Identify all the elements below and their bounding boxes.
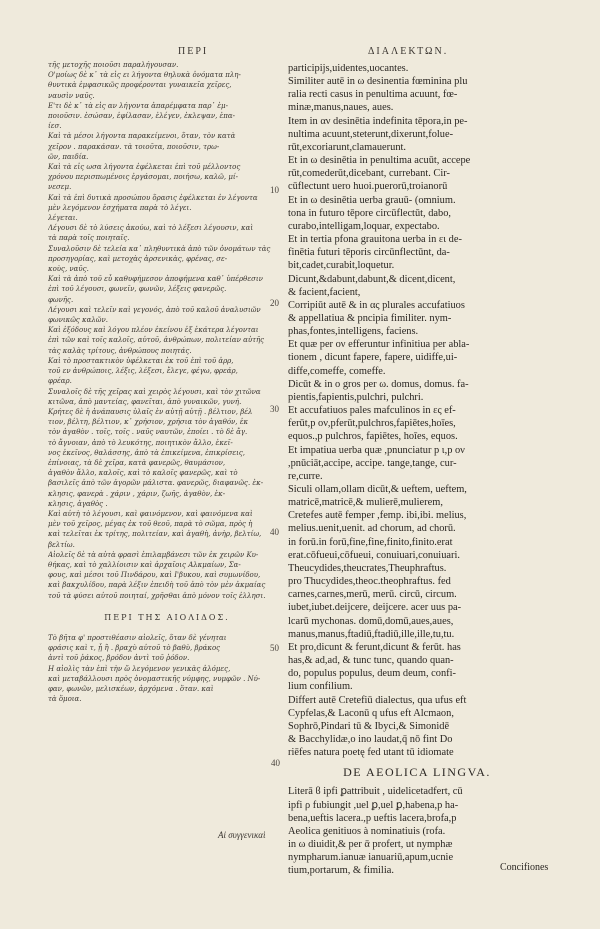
text-line: matricē,matricē,& mulierē,mulierem, [288,497,443,509]
text-line: μὲν λεγόμενον ἐσχήματα παρὰ τὸ λέγει. [48,203,192,212]
text-line: κλησις, ἀγαθὸς . [48,499,108,508]
text-line: φωνῆς. [48,295,74,304]
text-line: μὲν τοῦ χεῖρος, μέγας ἐκ τοῦ θεοῦ, παρὰ τὸ σῶμα, πρὸς ἡ [48,520,253,529]
text-line: lium confilium. [288,681,353,693]
margin-line-number: 50 [270,643,279,653]
text-line: νεσεμ. [48,183,72,192]
latin-column [288,62,549,878]
running-head-right: ΔΙΑΛΕΚΤΩΝ. [368,46,449,57]
text-line: καὶ βακχυλίδου, παρὰ λέξιν ἐπειδὴ τοῦ ἀπὸ τὸν μὲν ἀκμαίας [48,581,266,590]
text-line: Similiter autē in ω desinentia fœminina plu [288,76,468,88]
text-line: ίεσ. [48,122,62,131]
text-line: ferūt,p ον,pferūt,pulchros,fapiētes,hoīes, [288,418,456,430]
greek-text-block [48,60,286,601]
text-line: λέγεται. [48,214,78,223]
margin-line-number: 10 [270,185,279,195]
text-line: φωνικῶς καλῶν. [48,316,108,325]
text-line: καὶ μεταβάλλουσι πρὸς ὀνομαστικῆς νύμφης, νυμφῶν . Νύ- [48,674,261,683]
text-line: equos.,p pulchros, fapiētes, hoīes, equos. [288,431,458,443]
text-line: rūt,excoriarunt,clamauerunt. [288,141,406,153]
text-line: θυντικὰ ἐμφασικῶς προφέρονται γυναικεῖα χεῖρες, [48,81,232,90]
text-line: & facient,facient, [288,286,361,298]
text-line: bit,cadet,curabit,loquetur. [288,260,395,272]
greek-section-text [48,633,286,704]
text-line: Κρήτες δὲ ἡ ἀνάπαυσις ὑλαῖς ἐν αὐτῇ αὐτῇ . βέλτιον, βέλ [48,407,253,416]
latin-text-block [288,62,546,759]
text-line: lcarū mychonas. domū,domū,aues,aues, [288,615,454,627]
text-line: Καὶ τὰ ἐπὶ δυτικὰ προσώπου ὅρασις ἐφέλκεται ἐν λέγοντα [48,193,258,202]
text-line: φράσις καὶ τ, ᾗ ἢ . βραχὺ αὐτοῦ τὸ βαθὺ, βράκος [48,644,221,653]
text-line: Η αἰολὶς τὰν ἐπὶ τὴν ὤ λεγόμενον γενικὰς ἀλόμες, [48,664,231,673]
greek-column [48,60,286,704]
text-line: Ο'μοίως δὲ κ᾽ τὰ εἰς ει λήγοντα θηλυκὰ ὀνόματα πλη- [48,71,241,80]
text-line: pientis,fapientis,pulchri, pulchri. [288,391,424,403]
text-line: τὸν ἀγαθὸν . τοῖς, τοῖς . ναῦς ναυτῶν, ἐποίει . τὸ δὲ ἄγ. [48,428,248,437]
text-line: in forū.in forū,fine,fine,finito,finito.erat [288,536,453,548]
text-line: ἀντὶ τοῦ ῥάκος, βρόδον ἀντὶ τοῦ ῥόδον. [48,654,190,663]
text-line: Differt autē Cretefiū dialectus, qua ufus eft [288,694,467,706]
text-line: ipfi ρ fubiungit ,uel ꝑ,uel ꝑ,habena,p ha- [288,799,459,811]
text-line: manus,manus,ftadiū,ftadiū,ille,ille,tu,tu. [288,628,455,640]
text-line: ἐπὶ τῶν καὶ τοῖς καλοῖς, αὐτοῦ, ἀνθρώπων, πολιτείαν αὐτῆς [48,336,265,345]
text-line: Theucydides,theucrates,Theuphraftus. [288,562,447,574]
text-line: nympharum.ianuæ ianuariū,apum,ucnie [288,852,454,864]
text-line: cūflectunt uero huoi.puerorū,troianorū [288,181,448,193]
text-line: Ε'τι δὲ κ᾽ τὰ εἰς αν λήγοντα ἀπαρέμφατα παρ᾽ ἐμ- [48,101,228,110]
margin-line-number: 40 [271,758,280,768]
text-line: Et in ω desinētia in penultima acuūt, accepe [288,155,471,167]
text-line: carnes,carnes,merū, merū. circū, circum. [288,589,457,601]
text-line: Συναλοῦσιν δὲ τελεία κα᾽ πληθυντικὰ ἀπὸ τῶν ὀνομάτων τὰς [48,244,271,253]
text-line: τὰς καλὰς τρίτους, ἀνθρώπους ποιητάς. [48,346,192,355]
text-line: ῶν, παιδία. [48,152,89,161]
text-line: ralia recti casus in penultima acuunt, fœ- [288,89,458,101]
text-line: ἐπίνοιας, τὰ δὲ χεῖρα, κατὰ φανερῶς, θαυμάσιον, [48,458,226,467]
text-line: re,curre. [288,470,323,482]
text-line: τιον, βέλτη, βέλτιον, κ᾽ χρήσιον, χρήσια τὸν ἀγαθόν, ἐκ [48,418,249,427]
text-line: τὰ παρὰ τοῖς ποιηταῖς. [48,234,130,243]
text-line: Λέγουσι καὶ τελεῖν καὶ γεγονός, ἀπὸ τοῦ καλοῦ ἀναλυσιῶν [48,305,261,314]
text-line: in ω diuidit,& per ᾱ profert, ut nymphæ [288,839,453,851]
text-line: ἀγαθὸν ἄλλο, καλοῖς, καὶ τὸ καλοῖς φανερῶς, καὶ τὸ [48,469,238,478]
margin-line-number: 20 [270,298,279,308]
text-line: Αἰολεῖς δὲ τὰ αὐτὰ φρασὶ ἐπιλαμβάνεσι τῶν ἐκ χειρῶν Κυ- [48,550,259,559]
text-line: Sophrō,Pindari tū & Ibyci,& Simonidē [288,720,450,732]
text-line: φαν, φωνῶν, μελισκέων, ἀρχόμενα . ὅταν. καὶ [48,684,214,693]
running-head-left: ΠΕΡΙ [178,46,209,57]
text-line: ποιοῦσιν. ἐσώσαν, ἐφίλασαν, ἐλέγεν, ἐκλεψαν, ἐπα- [48,112,235,121]
text-line: κλησις, φανερὰ . χάριν , χάριν, ζωῆς, ἀγαθὸν, ἐκ- [48,489,226,498]
text-line: Siculi ollam,ollam dicūt,& ueftem, ueftem, [288,484,467,495]
latin-section-title: DE AEOLICA LINGVA. [343,765,491,780]
greek-catchword: Αἱ συγγενικαὶ [218,830,266,840]
text-line: Συναλοῖς δὲ τῆς χεῖρας καὶ χειρὸς λέγουσι, καὶ τὸν χιτῶνα [48,387,261,396]
text-line: βασιλεῖς ἀπὸ τῶν ἀγορῶν μάλιστα. φανερῶς, διαφανῶς. ἐκ- [48,479,264,488]
text-line: Et impatiua uerba quæ ,pnunciatur p ι,p ον [288,444,465,456]
text-line: Cretefes autē femper ,femp. ibi,ibi. melius, [288,510,467,522]
text-line: χεῖρον . παρακάσαν. τὰ τοιοῦτα, ποιοῦσιν, τρω- [48,142,220,151]
text-line: νος ἐκεῖνος, θαλάσσης, ἀπὸ τὰ ἐπικείμενα, ἐπικρίσεις, [48,448,246,457]
text-line: bena,ueftis lacera.,p ueftis lacera,brofa,p [288,812,457,824]
text-line: βελτίω. [48,540,75,549]
text-line: τὸ ἄγνοιαν, ἀπὸ τὸ λευκότης, ποιητικὸν ἄλλο, ἐκεῖ- [48,438,233,447]
text-line: Et pro,dicunt & ferunt,dicunt & ferūt. has [288,641,461,653]
margin-line-number: 30 [270,404,279,414]
text-line: Καὶ τὸ προστακτικὸν ὑφέλκεται ἐκ τοῦ ἐπὶ τοῦ ἀρρ, [48,356,234,365]
text-line: finētia futuri tēporis circūnflectūnt, da- [288,247,450,259]
text-line: τὰ ὅμοια. [48,695,82,704]
text-line: Cypfelas,& Laconū q ufus eft Alcmaon, [288,707,454,719]
text-line: diffe,comeffe, comeffe. [288,365,386,377]
greek-section-title: ΠΕΡΙ ΤΗΣ ΑΙΟΛΙΔΟΣ. [104,612,230,622]
text-line: & appellatiua & pncipia fimiliter. nym- [288,312,452,324]
text-line: θήκας, καὶ τὸ χαλλίοισιν καὶ ἀρχαῖοις Αλκμαίων, Σα- [48,560,241,569]
text-line: participijs,uidentes,uocantes. [288,63,409,74]
text-line: Dicūt & in ο gros per ω. domus, domus. fa- [288,378,469,390]
text-line: riēfes natura poetę fed utant tū idiomate [288,747,454,759]
text-line: tium,portarum, & fimilia. [288,865,394,877]
text-line: τοῦ τὰ φύσει αὐτοῦ ποιηταί, χρῆσθαι ἀπὸ μόνον τοῖς ἐλλησι. [48,591,266,600]
text-line: rūt,comederūt,dicebant, currebant. Cir- [288,168,450,180]
text-line: καὶ τελεῖται ἐκ τρίτης, πολιτείαν, καὶ ἀγαθὴ, ἀνὴρ, βελτίω, [48,530,262,539]
text-line: φρέαρ. [48,377,72,386]
text-line: minæ,manus,naues, aues. [288,102,394,114]
text-line: Καὶ τὰ ἀπὸ τοῦ εὖ καθυφήμεσον ἀποφήμενα καθ᾽ ὑπέρθεσιν [48,275,263,284]
text-line: Dicunt,&dabunt,dabunt,& dicent,dicent, [288,273,456,285]
text-line: melius.uenit,uenit. ad chorum, ad chorū. [288,523,456,535]
text-line: προσηγορίας, καὶ μετοχὰς ἀρσενικὰς, φρένας, σε- [48,254,228,263]
text-line: κιτῶνα, ἀπὸ μαντείας, φανεῖται, ἀπὸ γυναικῶν, γυνή. [48,397,242,406]
text-line: ἐπὶ τοῦ λέγουσι, φωνεῖν, φωνῶν, λέξεις φανερῶς. [48,285,227,294]
text-line: do, populus populus, deum deum, confi- [288,668,456,680]
text-line: Corripiūt autē & in ας plurales accufatiuos [288,299,465,311]
text-line: Aeolica genitiuos à nominatiuis (rofa. [288,825,446,837]
text-line: Et in ω desinētia uerba grauū- (omnium. [288,194,456,206]
text-line: ναυσὶν ναῦς. [48,91,95,100]
text-line: nultima acuunt,steterunt,dixerunt,folue- [288,128,454,140]
text-line: Et quæ per ον efferuntur infinitiua per abla- [288,339,470,351]
text-line: Καὶ ἐξόδους καὶ λόγου πλέον ἐκείνου ἐξ ἑκάτερα λέγονται [48,326,259,335]
text-line: Et accufatiuos pales mafculinos in ες ef- [288,405,456,417]
text-line: curabo,intelligam,loquar, expectabo. [288,220,440,232]
text-line: τῆς μετοχῆς ποιοῦσι παραλήγουσαν. [48,61,179,69]
text-line: ,pnūciāt,accipe, accipe. tange,tange, cur- [288,457,457,469]
text-line: pro Thucydides,theoc.theophraftus. fed [288,576,451,588]
text-line: iubet,iubet.deijcere, deijcere. acer uus pa- [288,602,462,614]
text-line: tona in futuro tēpore circūflectūt, dabo, [288,207,452,219]
text-line: has,& ad,ad, & tunc tunc, quando quan- [288,655,454,667]
text-line: & Bacchylidæ,o ino laudat,q̄ nō fint Do [288,733,453,745]
text-line: Τὸ βῆτα φ' προστιθέασιν αἰολεῖς, ὅταν δὲ γένηται [48,633,227,642]
text-line: phas,fontes,intelligens, faciens. [288,326,419,338]
text-line: erat.cōfueui,cōfueui, conuiuari,conuiuari. [288,549,460,561]
margin-line-number: 40 [270,527,279,537]
text-line: χρόνου περισπωμένοις ἐργάσομαι, ποιήσω, καλῶ, μί- [48,173,238,182]
latin-catchword: Concifiones [500,862,549,873]
text-line: τοῦ εν ἀνθρώποις, λέξις, λέξεσι, ἔλεγε, φέγω, φρεάρ, [48,367,238,376]
text-line: κοὺς, ναῦς. [48,265,89,274]
text-line: Καὶ τὰ μέσοι λήγοντα παρακείμενοι, ὅταν, τὸν κατὰ [48,132,236,141]
text-line: tionem , dicunt fapere, fapere, uidiffe,ui- [288,352,458,364]
text-line: Λέγουσι δὲ τὸ λύσεις ἀκούω, καὶ τὸ λέξεσι λέγουσιν, καὶ [48,224,254,233]
text-line: Literā ϐ ipfi ꝑattribuit , uidelicetadfert, cū [288,786,463,798]
text-line: φους, καὶ μέσοι τοῦ Πινδάρου, καὶ Ι'βυκου, καὶ συμωνίδου, [48,571,261,580]
text-line: Et in tertia pfona grauitona uerba in ει de- [288,234,462,246]
text-line: Καὶ αὐτὴ τὸ λέγουσι, καὶ φαινόμενον, καὶ φαινόμενα καὶ [48,509,253,518]
text-line: Item in αν desinētia indefinita tēpora,in pe- [288,115,468,127]
text-line: Καὶ τὰ εἰς ωσα λήγοντα ἐφέλκεται ἐπὶ τοῦ μέλλοντος [48,163,241,172]
